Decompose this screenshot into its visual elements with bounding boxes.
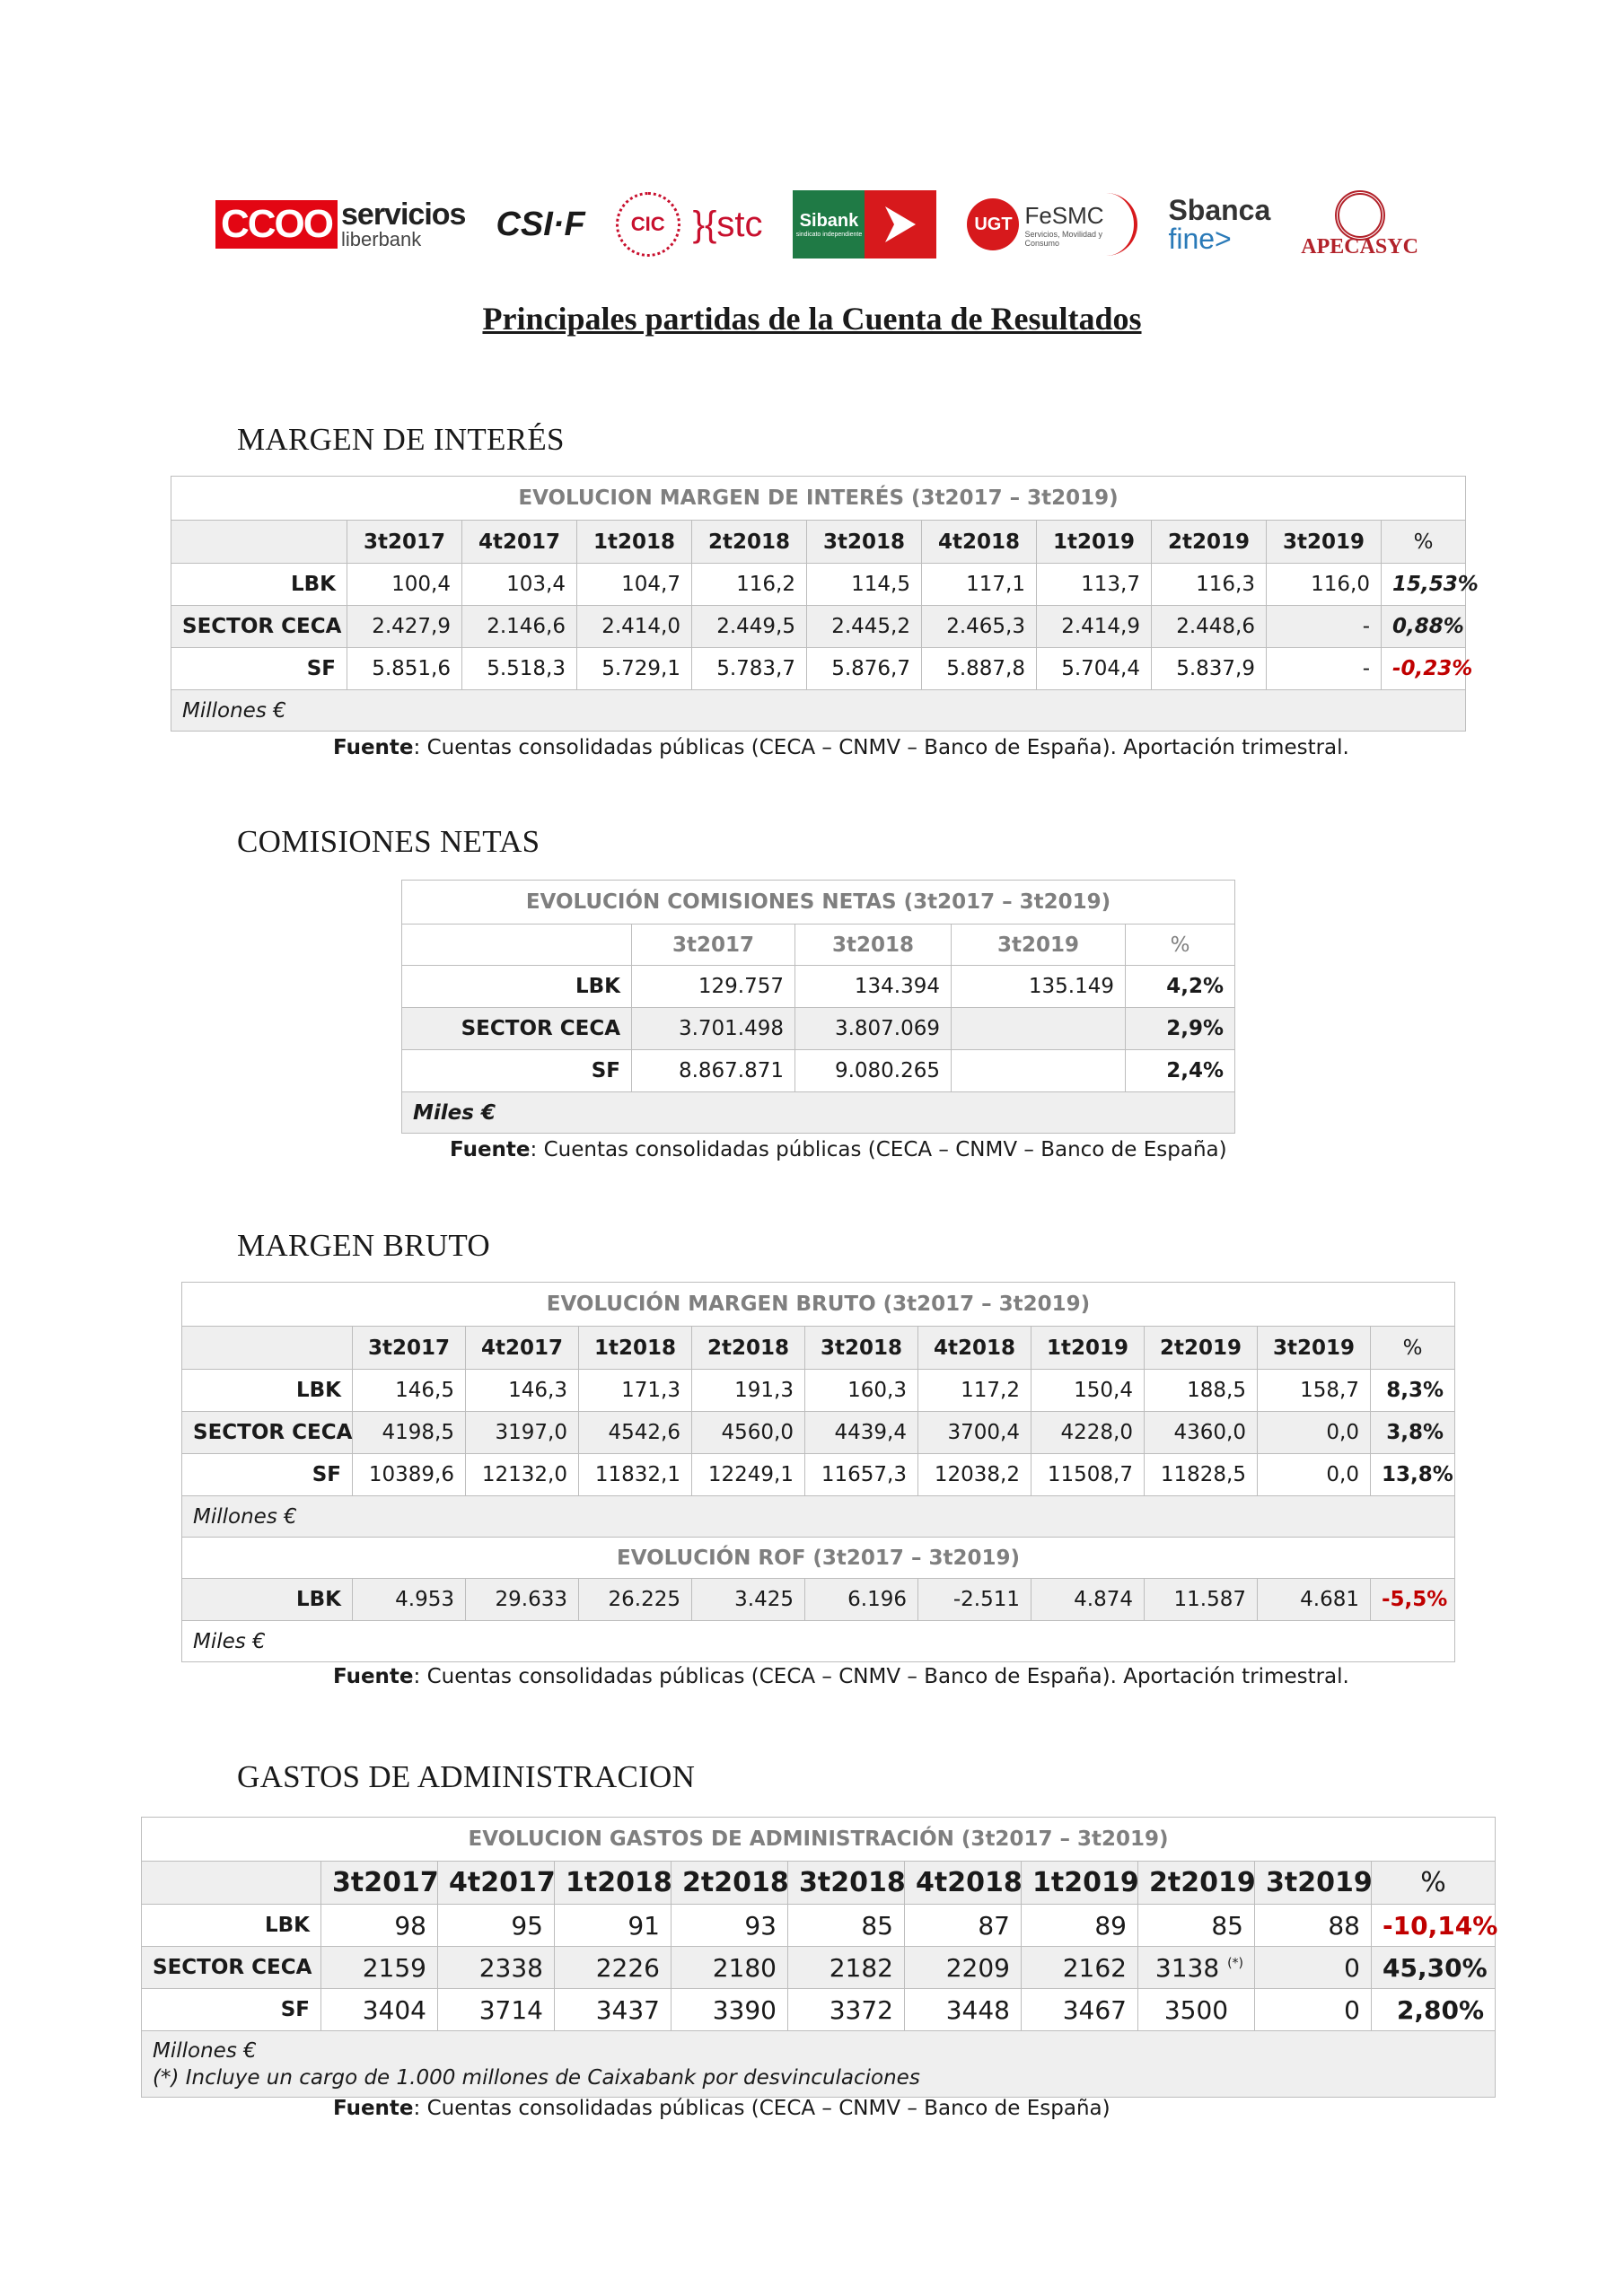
ccoo-servicios-logo bbox=[215, 199, 465, 250]
pct-cell: 3,8% bbox=[1371, 1412, 1455, 1454]
apecasyc-text: APECASYC bbox=[1301, 234, 1418, 259]
cell: 10389,6 bbox=[353, 1454, 466, 1496]
pct-cell: 4,2% bbox=[1126, 966, 1235, 1008]
cell: 117,2 bbox=[918, 1370, 1031, 1412]
table-row bbox=[402, 1008, 1235, 1050]
sibank-arrow-icon bbox=[865, 190, 936, 259]
row-label: SF bbox=[171, 648, 347, 690]
table-row bbox=[182, 1621, 1455, 1662]
table-caption: EVOLUCION MARGEN DE INTERÉS (3t2017 – 3t2019) bbox=[171, 476, 1466, 520]
comisiones-table bbox=[401, 880, 1235, 1134]
cell: 0 bbox=[1255, 1947, 1372, 1989]
cell: 116,3 bbox=[1152, 564, 1267, 606]
servicios-text: servicios bbox=[341, 197, 466, 232]
row-label: SECTOR CECA bbox=[171, 606, 347, 648]
unit-label: Millones € bbox=[171, 690, 1466, 732]
cell: 3.807.069 bbox=[795, 1008, 952, 1050]
row-label: LBK bbox=[182, 1370, 353, 1412]
col-header: 3t2018 bbox=[795, 925, 952, 966]
cell: 4198,5 bbox=[353, 1412, 466, 1454]
fesmc-text: FeSMC bbox=[1024, 201, 1104, 229]
table-row bbox=[182, 1454, 1455, 1496]
source-note bbox=[333, 2097, 1110, 2120]
unit-label: Millones € bbox=[153, 2038, 257, 2063]
header-blank bbox=[142, 1862, 321, 1905]
cell: 11828,5 bbox=[1145, 1454, 1258, 1496]
cell: 11832,1 bbox=[579, 1454, 692, 1496]
cell bbox=[952, 1008, 1126, 1050]
cell: 26.225 bbox=[579, 1579, 692, 1621]
cell: 2338 bbox=[438, 1947, 555, 1989]
cell-value: 3138 bbox=[1154, 1952, 1220, 1983]
ugt-fesmc-logo bbox=[967, 193, 1137, 256]
cell: 4.874 bbox=[1031, 1579, 1145, 1621]
col-header-pct: % bbox=[1372, 1862, 1496, 1905]
col-header: 3t2018 bbox=[788, 1862, 905, 1905]
source-text: : Cuentas consolidadas públicas (CECA – CNMV – Banco de España) bbox=[530, 1138, 1227, 1161]
cell: 5.876,7 bbox=[807, 648, 922, 690]
cell: 5.837,9 bbox=[1152, 648, 1267, 690]
col-header: 3t2019 bbox=[1255, 1862, 1372, 1905]
cell: 85 bbox=[788, 1905, 905, 1947]
section-title-margen-interes: MARGEN DE INTERÉS bbox=[237, 422, 565, 457]
cell: 2182 bbox=[788, 1947, 905, 1989]
cell: 11657,3 bbox=[805, 1454, 918, 1496]
pct-cell: 2,9% bbox=[1126, 1008, 1235, 1050]
cell: 12249,1 bbox=[692, 1454, 805, 1496]
cell: 3700,4 bbox=[918, 1412, 1031, 1454]
table-row bbox=[402, 1050, 1235, 1092]
cell: 158,7 bbox=[1258, 1370, 1371, 1412]
cell: 3.701.498 bbox=[632, 1008, 795, 1050]
col-header: 1t2019 bbox=[1022, 1862, 1138, 1905]
cell: 2.414,9 bbox=[1037, 606, 1152, 648]
pct-cell: 8,3% bbox=[1371, 1370, 1455, 1412]
cell: 135.149 bbox=[952, 966, 1126, 1008]
cell: 129.757 bbox=[632, 966, 795, 1008]
gastos-table bbox=[141, 1817, 1496, 2098]
cell: 4360,0 bbox=[1145, 1412, 1258, 1454]
cell: 4542,6 bbox=[579, 1412, 692, 1454]
col-header-pct: % bbox=[1126, 925, 1235, 966]
cell: - bbox=[1267, 648, 1382, 690]
cell: 8.867.871 bbox=[632, 1050, 795, 1092]
col-header: 1t2018 bbox=[579, 1327, 692, 1370]
section-title-comisiones: COMISIONES NETAS bbox=[237, 824, 540, 859]
cell: 134.394 bbox=[795, 966, 952, 1008]
cell: 0,0 bbox=[1258, 1412, 1371, 1454]
cell: 100,4 bbox=[347, 564, 462, 606]
source-note bbox=[450, 1138, 1227, 1161]
sibank-text: Sibank bbox=[799, 211, 859, 231]
col-header: 2t2019 bbox=[1152, 521, 1267, 564]
cell: 116,0 bbox=[1267, 564, 1382, 606]
col-header: 2t2019 bbox=[1145, 1327, 1258, 1370]
cell: 11508,7 bbox=[1031, 1454, 1145, 1496]
row-label: SF bbox=[402, 1050, 632, 1092]
col-header: 4t2018 bbox=[918, 1327, 1031, 1370]
cell: 91 bbox=[555, 1905, 672, 1947]
cell: 4.681 bbox=[1258, 1579, 1371, 1621]
cell: 113,7 bbox=[1037, 564, 1152, 606]
cell: 11.587 bbox=[1145, 1579, 1258, 1621]
cell: 188,5 bbox=[1145, 1370, 1258, 1412]
cell: 2.445,2 bbox=[807, 606, 922, 648]
col-header-pct: % bbox=[1382, 521, 1466, 564]
pct-cell: 2,4% bbox=[1126, 1050, 1235, 1092]
cell: 88 bbox=[1255, 1905, 1372, 1947]
cell: 2.465,3 bbox=[922, 606, 1037, 648]
cell: 114,5 bbox=[807, 564, 922, 606]
cell: 146,5 bbox=[353, 1370, 466, 1412]
table-caption: EVOLUCIÓN COMISIONES NETAS (3t2017 – 3t2019) bbox=[401, 880, 1235, 924]
col-header: 3t2017 bbox=[347, 521, 462, 564]
col-header: 3t2017 bbox=[632, 925, 795, 966]
cell: 3467 bbox=[1022, 1989, 1138, 2031]
cell: 191,3 bbox=[692, 1370, 805, 1412]
row-label: LBK bbox=[142, 1905, 321, 1947]
table-row bbox=[182, 1412, 1455, 1454]
col-header: 2t2018 bbox=[692, 1327, 805, 1370]
cell: 3404 bbox=[321, 1989, 438, 2031]
col-header: 3t2018 bbox=[805, 1327, 918, 1370]
col-header: 3t2018 bbox=[807, 521, 922, 564]
col-header: 1t2019 bbox=[1037, 521, 1152, 564]
table-row bbox=[171, 564, 1466, 606]
pct-cell: -5,5% bbox=[1371, 1579, 1455, 1621]
cell: 5.704,4 bbox=[1037, 648, 1152, 690]
table-row bbox=[182, 1579, 1455, 1621]
apecasyc-logo bbox=[1301, 190, 1418, 259]
cell: 3.425 bbox=[692, 1579, 805, 1621]
col-header: 3t2019 bbox=[1258, 1327, 1371, 1370]
logo-bar bbox=[215, 178, 1418, 271]
source-text: : Cuentas consolidadas públicas (CECA – CNMV – Banco de España) bbox=[413, 2097, 1110, 2120]
pct-cell: -0,23% bbox=[1382, 648, 1466, 690]
cell: 5.518,3 bbox=[462, 648, 577, 690]
cell: 5.851,6 bbox=[347, 648, 462, 690]
cell: 2.427,9 bbox=[347, 606, 462, 648]
col-header: 1t2018 bbox=[577, 521, 692, 564]
fine-text: fine> bbox=[1168, 223, 1232, 255]
stc-text: }{stc bbox=[692, 204, 763, 244]
footnote-marker: (*) bbox=[1227, 1956, 1243, 1971]
cell: 3714 bbox=[438, 1989, 555, 2031]
table-row bbox=[142, 1989, 1496, 2031]
cell: 0 bbox=[1255, 1989, 1372, 2031]
footnote-text: (*) Incluye un cargo de 1.000 millones de Caixabank por desvinculaciones bbox=[153, 2065, 920, 2090]
source-text: : Cuentas consolidadas públicas (CECA – CNMV – Banco de España). Aportación trimestral. bbox=[413, 736, 1349, 759]
row-label: SECTOR CECA bbox=[142, 1947, 321, 1989]
fesmc-subtext: Servicios, Movilidad y Consumo bbox=[1024, 229, 1102, 248]
cell: 2.449,5 bbox=[692, 606, 807, 648]
rof-caption: EVOLUCIÓN ROF (3t2017 – 3t2019) bbox=[182, 1538, 1455, 1579]
cell: 3448 bbox=[905, 1989, 1022, 2031]
cell: 103,4 bbox=[462, 564, 577, 606]
cell: 104,7 bbox=[577, 564, 692, 606]
source-note bbox=[333, 736, 1349, 759]
cell: 3197,0 bbox=[466, 1412, 579, 1454]
header-blank bbox=[171, 521, 347, 564]
col-header: 1t2019 bbox=[1031, 1327, 1145, 1370]
cell: 5.783,7 bbox=[692, 648, 807, 690]
col-header: 3t2017 bbox=[321, 1862, 438, 1905]
cell: 160,3 bbox=[805, 1370, 918, 1412]
cell bbox=[1138, 1947, 1255, 1989]
table-row bbox=[182, 1370, 1455, 1412]
source-label: Fuente bbox=[450, 1138, 531, 1161]
col-header: 3t2017 bbox=[353, 1327, 466, 1370]
pct-cell: 2,80% bbox=[1372, 1989, 1496, 2031]
table-row bbox=[171, 690, 1466, 732]
cell: 4.953 bbox=[353, 1579, 466, 1621]
source-label: Fuente bbox=[333, 736, 414, 759]
table-caption: EVOLUCION GASTOS DE ADMINISTRACIÓN (3t2017 – 3t2019) bbox=[141, 1817, 1496, 1861]
unit-label: Millones € bbox=[182, 1496, 1455, 1538]
row-label: LBK bbox=[402, 966, 632, 1008]
cell: 3437 bbox=[555, 1989, 672, 2031]
source-label: Fuente bbox=[333, 1665, 414, 1688]
cell: 12038,2 bbox=[918, 1454, 1031, 1496]
table-row bbox=[171, 606, 1466, 648]
col-header: 4t2017 bbox=[466, 1327, 579, 1370]
cell: 85 bbox=[1138, 1905, 1255, 1947]
row-label: SECTOR CECA bbox=[402, 1008, 632, 1050]
cell: 117,1 bbox=[922, 564, 1037, 606]
margen-interes-table bbox=[171, 476, 1479, 732]
col-header: 3t2019 bbox=[952, 925, 1126, 966]
cell: 95 bbox=[438, 1905, 555, 1947]
cell: 2.448,6 bbox=[1152, 606, 1267, 648]
col-header: 2t2018 bbox=[692, 521, 807, 564]
pct-cell: 45,30% bbox=[1372, 1947, 1496, 1989]
unit-label: Miles € bbox=[402, 1092, 1235, 1134]
cell: 3372 bbox=[788, 1989, 905, 2031]
sibank-logo bbox=[793, 190, 936, 259]
source-note bbox=[333, 1665, 1349, 1688]
table-caption: EVOLUCIÓN MARGEN BRUTO (3t2017 – 3t2019) bbox=[181, 1282, 1455, 1326]
csif-text: CSI·F bbox=[496, 205, 585, 243]
cell: 87 bbox=[905, 1905, 1022, 1947]
cell: 2209 bbox=[905, 1947, 1022, 1989]
header-blank bbox=[402, 925, 632, 966]
col-header: 3t2019 bbox=[1267, 521, 1382, 564]
cell: 9.080.265 bbox=[795, 1050, 952, 1092]
col-header: 2t2018 bbox=[672, 1862, 788, 1905]
cic-circle: CIC bbox=[616, 192, 680, 257]
cell: -2.511 bbox=[918, 1579, 1031, 1621]
col-header: 4t2018 bbox=[905, 1862, 1022, 1905]
table-row bbox=[142, 1947, 1496, 1989]
cell: 150,4 bbox=[1031, 1370, 1145, 1412]
pct-cell: 15,53% bbox=[1382, 564, 1466, 606]
row-label: LBK bbox=[171, 564, 347, 606]
cell: 5.729,1 bbox=[577, 648, 692, 690]
sibank-subtext: sindicato independiente bbox=[795, 232, 863, 238]
table-row bbox=[402, 966, 1235, 1008]
margen-bruto-table bbox=[181, 1282, 1455, 1662]
cell: 116,2 bbox=[692, 564, 807, 606]
pct-cell: -10,14% bbox=[1372, 1905, 1496, 1947]
csif-logo bbox=[496, 206, 584, 244]
row-label: SF bbox=[142, 1989, 321, 2031]
cic-stc-logo bbox=[616, 192, 763, 257]
sbanca-text: Sbanca bbox=[1168, 194, 1271, 226]
col-header-pct: % bbox=[1371, 1327, 1455, 1370]
cell: 4439,4 bbox=[805, 1412, 918, 1454]
table-row bbox=[142, 2031, 1496, 2098]
liberbank-text: liberbank bbox=[341, 228, 422, 250]
cell: 4228,0 bbox=[1031, 1412, 1145, 1454]
ccoo-logo-box: CCOO bbox=[215, 200, 338, 249]
cell: 3390 bbox=[672, 1989, 788, 2031]
cell: 6.196 bbox=[805, 1579, 918, 1621]
page-title: Principales partidas de la Cuenta de Resultados bbox=[482, 301, 1142, 337]
cell: 89 bbox=[1022, 1905, 1138, 1947]
table-row bbox=[182, 1496, 1455, 1538]
cell: 3500 bbox=[1138, 1989, 1255, 2031]
cell: 2.414,0 bbox=[577, 606, 692, 648]
row-label: LBK bbox=[182, 1579, 353, 1621]
col-header: 4t2017 bbox=[462, 521, 577, 564]
unit-and-note bbox=[142, 2031, 1496, 2098]
cell: 171,3 bbox=[579, 1370, 692, 1412]
cell: 4560,0 bbox=[692, 1412, 805, 1454]
cell: 2180 bbox=[672, 1947, 788, 1989]
pct-cell: 13,8% bbox=[1371, 1454, 1455, 1496]
row-label: SF bbox=[182, 1454, 353, 1496]
cell: 29.633 bbox=[466, 1579, 579, 1621]
sbanca-fine-logo bbox=[1168, 196, 1270, 253]
pct-cell: 0,88% bbox=[1382, 606, 1466, 648]
ugt-circle: UGT bbox=[967, 198, 1019, 250]
cell: 2226 bbox=[555, 1947, 672, 1989]
cell: 146,3 bbox=[466, 1370, 579, 1412]
cell: 93 bbox=[672, 1905, 788, 1947]
table-row bbox=[142, 1905, 1496, 1947]
table-row bbox=[171, 648, 1466, 690]
col-header: 1t2018 bbox=[555, 1862, 672, 1905]
cell: 98 bbox=[321, 1905, 438, 1947]
table-row bbox=[182, 1538, 1455, 1579]
header-blank bbox=[182, 1327, 353, 1370]
cell: 2162 bbox=[1022, 1947, 1138, 1989]
cell: 0,0 bbox=[1258, 1454, 1371, 1496]
row-label: SECTOR CECA bbox=[182, 1412, 353, 1454]
col-header: 4t2017 bbox=[438, 1862, 555, 1905]
table-row bbox=[402, 1092, 1235, 1134]
col-header: 2t2019 bbox=[1138, 1862, 1255, 1905]
cell: 2159 bbox=[321, 1947, 438, 1989]
source-label: Fuente bbox=[333, 2097, 414, 2120]
unit-label: Miles € bbox=[182, 1621, 1455, 1662]
cell: - bbox=[1267, 606, 1382, 648]
section-title-margen-bruto: MARGEN BRUTO bbox=[237, 1228, 491, 1263]
cell: 12132,0 bbox=[466, 1454, 579, 1496]
section-title-gastos: GASTOS DE ADMINISTRACION bbox=[237, 1759, 696, 1794]
cell: 5.887,8 bbox=[922, 648, 1037, 690]
source-text: : Cuentas consolidadas públicas (CECA – CNMV – Banco de España). Aportación trimestral. bbox=[413, 1665, 1349, 1688]
cell bbox=[952, 1050, 1126, 1092]
cell: 2.146,6 bbox=[462, 606, 577, 648]
col-header: 4t2018 bbox=[922, 521, 1037, 564]
apecasyc-emblem-icon bbox=[1335, 190, 1385, 241]
